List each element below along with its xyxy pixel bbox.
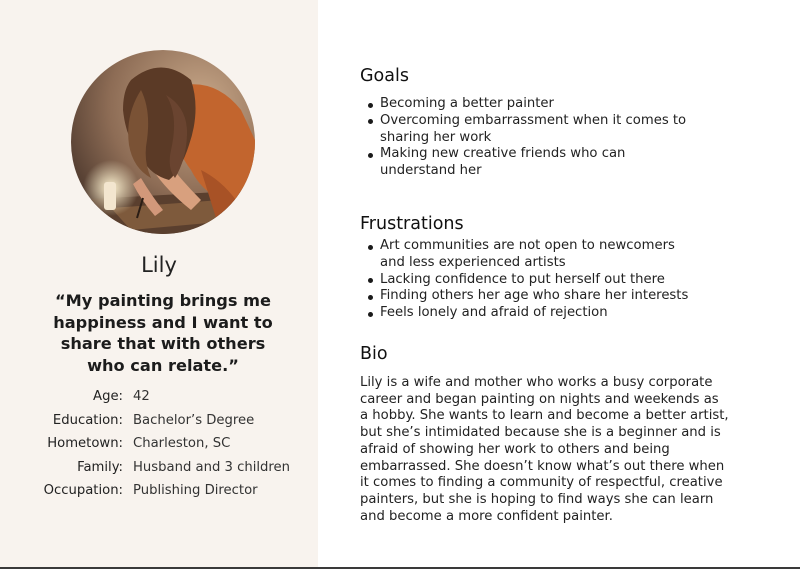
fact-family	[0, 460, 318, 480]
fact-value: Bachelor’s Degree	[133, 412, 255, 428]
fact-label: Family:	[77, 459, 123, 475]
list-item: Finding others her age who share her interests	[368, 288, 698, 305]
goals-list	[368, 96, 698, 180]
persona-name: Lily	[141, 253, 177, 277]
fact-value: 42	[133, 389, 150, 404]
fact-occupation	[0, 483, 318, 503]
fact-age	[0, 389, 318, 409]
fact-value: Husband and 3 children	[133, 459, 291, 475]
fact-value: Publishing Director	[133, 483, 258, 498]
list-item: Art communities are not open to newcomers and less experienced artists	[368, 238, 698, 272]
fact-label: Education:	[52, 412, 123, 428]
fact-hometown	[0, 436, 318, 456]
list-item: Lacking confidence to put herself out there	[368, 272, 698, 289]
list-item: Becoming a better painter	[368, 96, 698, 113]
fact-label: Age:	[93, 389, 123, 404]
bio-heading: Bio	[360, 344, 388, 364]
frustrations-heading: Frustrations	[360, 214, 464, 234]
goals-heading: Goals	[360, 66, 409, 86]
persona-quote: “My painting brings me happiness and I want to share that with others who can relate.”	[53, 291, 273, 375]
list-item: Overcoming embarrassment when it comes to sharing her work	[368, 113, 698, 147]
frustrations-list	[368, 238, 698, 322]
bio-text: Lily is a wife and mother who works a busy corporate career and began painting on nights and weekends as a hobby. She wants to learn and become a better artist, but she’s intimidated because she is a beginner and is afraid of showing her work to others and being embarrassed. She doesn’t know what’s out there when it comes to finding a community of respectful, creative painters, but she is hoping to find ways she can learn and become a more confident painter.	[360, 375, 729, 524]
fact-label: Hometown:	[47, 436, 123, 451]
fact-education	[0, 413, 318, 433]
fact-value: Charleston, SC	[133, 436, 231, 451]
fact-label: Occupation:	[43, 483, 123, 498]
avatar	[71, 50, 255, 234]
list-item: Making new creative friends who can understand her	[368, 146, 698, 180]
list-item: Feels lonely and afraid of rejection	[368, 305, 698, 322]
